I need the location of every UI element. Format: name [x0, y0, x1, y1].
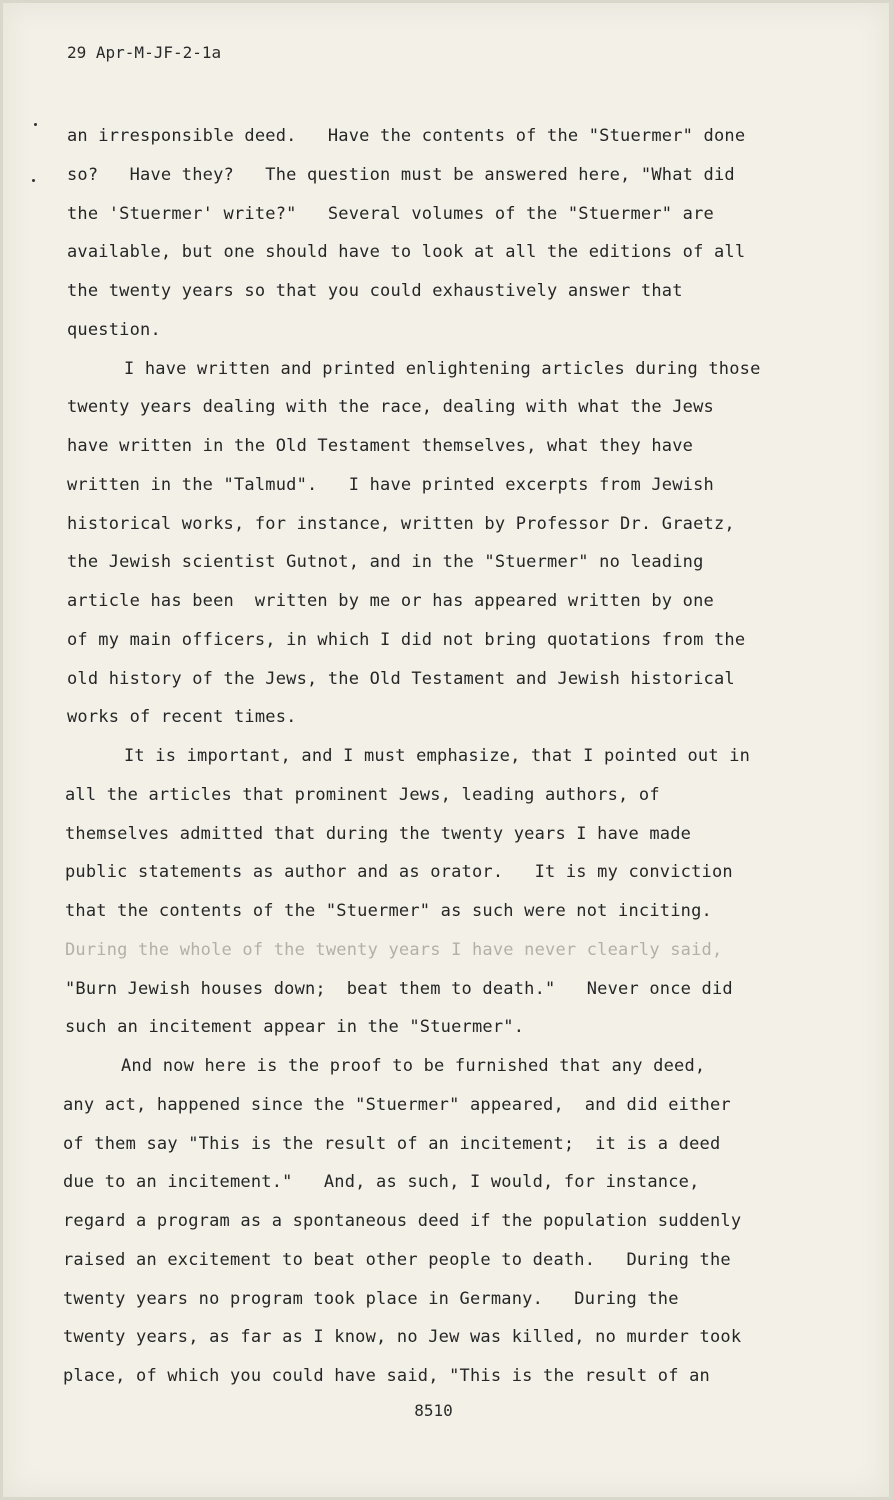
text-line: And now here is the proof to be furnished that any deed,: [121, 1056, 706, 1076]
text-line: of them say "This is the result of an incitement; it is a deed: [63, 1133, 721, 1154]
text-line: such an incitement appear in the "Stuermer".: [65, 1017, 525, 1038]
text-line: twenty years, as far as I know, no Jew was killed, no murder took: [63, 1327, 742, 1348]
text-line: themselves admitted that during the twenty years I have made: [65, 823, 692, 844]
text-line: raised an excitement to beat other people to death. During the: [63, 1249, 731, 1270]
typed-body-text: [3, 117, 889, 1396]
text-line: historical works, for instance, written by Professor Dr. Graetz,: [67, 513, 735, 534]
text-line: the 'Stuermer' write?" Several volumes of the "Stuermer" are: [67, 203, 714, 224]
text-line: of my main officers, in which I did not bring quotations from the: [67, 629, 746, 650]
text-line: that the contents of the "Stuermer" as such were not inciting.: [65, 901, 712, 921]
text-line: place, of which you could have said, "This is the result of an: [63, 1366, 710, 1386]
document-reference-header: 29 Apr-M-JF-2-1a: [67, 43, 222, 62]
text-line: due to an incitement." And, as such, I would, for instance,: [63, 1172, 700, 1193]
text-line: twenty years dealing with the race, dealing with what the Jews: [67, 397, 714, 418]
text-line: question.: [67, 319, 161, 340]
text-line: written in the "Talmud". I have printed excerpts from Jewish: [67, 474, 714, 495]
text-line: During the whole of the twenty years I have never clearly said,: [65, 939, 723, 960]
text-line: works of recent times.: [67, 707, 297, 728]
text-line: "Burn Jewish houses down; beat them to death." Never once did: [65, 978, 733, 999]
text-line: any act, happened since the "Stuermer" appeared, and did either: [63, 1094, 731, 1115]
text-line: an irresponsible deed. Have the contents of the "Stuermer" done: [67, 126, 746, 146]
text-line: It is important, and I must emphasize, that I pointed out in: [124, 746, 751, 766]
text-line: available, but one should have to look at all the editions of all: [67, 242, 746, 263]
text-line: the twenty years so that you could exhaustively answer that: [67, 281, 683, 301]
text-line: article has been written by me or has appeared written by one: [67, 591, 714, 611]
text-line: have written in the Old Testament themselves, what they have: [67, 436, 694, 456]
text-line: I have written and printed enlightening articles during those: [124, 358, 761, 379]
text-line: so? Have they? The question must be answered here, "What did: [67, 164, 735, 185]
text-line: regard a program as a spontaneous deed if the population suddenly: [63, 1211, 742, 1231]
text-line: all the articles that prominent Jews, leading authors, of: [65, 784, 660, 805]
text-line: twenty years no program took place in Germany. During the: [63, 1288, 679, 1309]
text-line: public statements as author and as orator. It is my conviction: [65, 862, 733, 883]
document-page: [3, 3, 889, 1497]
page-number: 8510: [414, 1401, 453, 1420]
text-line: old history of the Jews, the Old Testament and Jewish historical: [67, 668, 735, 689]
text-line: the Jewish scientist Gutnot, and in the "Stuermer" no leading: [67, 552, 704, 573]
